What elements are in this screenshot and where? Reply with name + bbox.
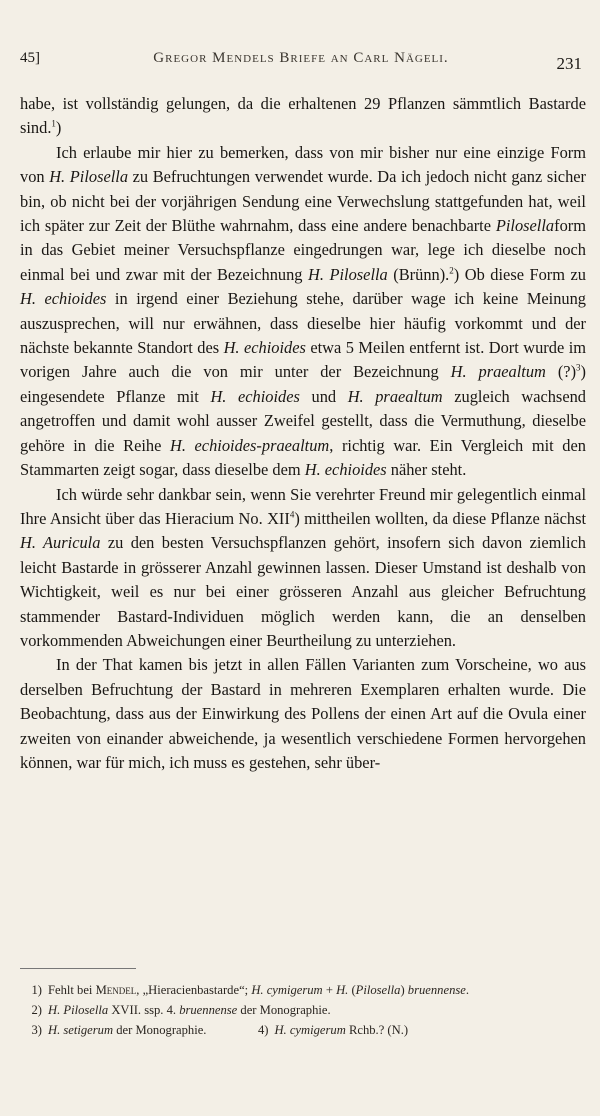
text-run: der Monographie. [113,1023,207,1037]
paragraph [20,653,586,775]
footnote-reference: 2 [449,265,454,276]
italic-term: H. Pilosella [308,264,388,284]
text-run: . [465,983,470,997]
page-number: 231 [556,54,582,73]
text-run: ) eingesendete Pflanze mit [20,362,586,406]
italic-term: H. echioides [20,289,107,309]
text-run: + [322,983,337,997]
italic-term: H. cymigerum [274,1023,346,1037]
footnote-text [48,1023,206,1037]
footnote-row [20,1020,586,1040]
italic-term: H. praealtum [347,386,443,406]
text-run: der Monographie. [237,1003,331,1017]
text-run: form in das Gebiet meiner Versuchspflanze eingedrungen war, lege ich dieselbe noch einmal bei und zwar mit der Bezeichnung [20,216,586,284]
running-title: Gregor Mendels Briefe an Carl Nägeli. [153,50,449,66]
italic-term: H. setigerum [48,1023,114,1037]
text-run: Ich würde sehr dankbar sein, wenn Sie verehrter Freund mir gelegentlich einmal Ihre Ansicht über das Hieracium No. XII [20,484,586,528]
footnote-number: 2) [31,1003,42,1017]
italic-term: H. Pilosella [48,1003,109,1017]
text-run: XVII. ssp. 4. [108,1003,180,1017]
paragraph [20,483,586,654]
footnote-reference: 4 [289,509,295,520]
footnote-number: 1) [31,983,42,997]
italic-term: H. echioides [304,460,387,480]
text-run: in irgend einer Beziehung stehe, darüber wage ich keine Meinung auszusprechen, will nur erwähnen, dass dieselbe hier häufig vorkommt und der nächste bekannte Standort des [20,289,586,358]
italic-term: H. Auricula [20,533,101,553]
text-run: ) mittheilen wollten, da diese Pflanze nächst [294,508,586,528]
italic-term: H. Pilosella [49,167,129,187]
italic-term: H. echioides [210,386,300,406]
text-run: ) Ob diese Form zu [453,264,587,284]
text-run: und [299,386,348,406]
text-run: zu Befruchtungen verwendet wurde. Da ich jedoch nicht ganz sicher bin, ob nicht bei der vorjährigen Sendung eine Verwechslung stattgefunden hat, weil ich später zur Zeit der Blüthe wahrnahm, dass eine andere benachbarte [20,167,587,236]
text-run: ( [348,983,356,997]
italic-term: H. echioides [223,338,306,358]
text-run: Rchb.? (N.) [345,1023,409,1037]
italic-term: H. [336,983,349,997]
text-run: habe, ist vollständig gelungen, da die erhaltenen 29 Pflanzen sämmtlich Bastarde sind. [20,94,586,138]
footnote-number: 4) [257,1023,269,1037]
footnote-text [48,983,469,997]
italic-term: H. echioides-praealtum [169,435,330,455]
footnote-text [48,1003,331,1017]
text-run: (?) [545,362,577,382]
italic-term: Pilosella [495,216,555,236]
text-run: ) [55,118,62,138]
text-run: , „Hieracienbastarde“; [136,983,252,997]
paragraph [20,92,586,141]
italic-term: bruennense [407,983,466,997]
footnote-2 [20,1000,586,1020]
running-header [20,50,582,76]
footnote-3 [20,1020,206,1040]
footnotes [20,980,586,1040]
body-text [20,92,586,775]
footnote-4 [246,1020,408,1040]
footnote-1 [20,980,586,1000]
paragraph [20,141,586,483]
text-run: Fehlt bei [48,983,96,997]
text-run: etwa 5 Meilen entfernt ist. Dort wurde im vorigen Jahre auch die von mir unter der Bezeichnung [20,338,586,382]
footnote-number: 3) [31,1023,42,1037]
text-run: , richtig war. Ein Vergleich mit den Stammarten zeigt sogar, dass dieselbe dem [20,435,586,480]
italic-term: H. praealtum [450,362,546,382]
italic-term: bruennense [179,1003,238,1017]
text-run: (Brünn). [387,264,450,284]
text-run: zu den besten Versuchspflanzen gehört, insofern sich davon ziemlich leicht Bastarde in grösserer Anzahl gewinnen lassen. Dieser Umstand ist deshalb von Wichtigkeit, weil es nur bei einer grösseren Anzahl aus gleicher Befruchtung stammender Bastard-Individuen möglich werden kann, die an denselben vorkommenden Abweichungen einer Beurtheilung zu unterziehen. [20,533,586,650]
italic-term: Pilosella [355,983,401,997]
footnote-text [274,1023,408,1037]
text-run: In der That kamen bis jetzt in allen Fällen Varianten zum Vorscheine, wo aus derselben Befruchtung der Bastard in mehreren Exemplaren erhalten wurde. Die Beobachtung, dass aus der Einwirkung des Pollens der einen Art auf die Ovula einer zweiten von einander abweichende, ja wesentlich verschiedene Formen hervorgehen können, war für mich, ich muss es gestehen, sehr über- [20,655,586,772]
section-marker: 45] [20,50,40,66]
footnote-rule [20,968,136,969]
footnote-reference: 3 [576,363,581,373]
footnote-reference: 1 [51,118,56,129]
author-name: Mendel [95,983,137,997]
text-run: näher steht. [386,460,467,480]
italic-term: H. cymigerum [251,983,323,997]
text-run: ) [400,983,408,997]
text-run: zugleich wachsend angetroffen und damit wohl ausser Zweifel gestellt, dass die Vermuthung, dieselbe gehöre in die Reihe [20,386,586,455]
text-run: Ich erlaube mir hier zu bemerken, dass von mir bisher nur eine einzige Form von [20,142,586,187]
